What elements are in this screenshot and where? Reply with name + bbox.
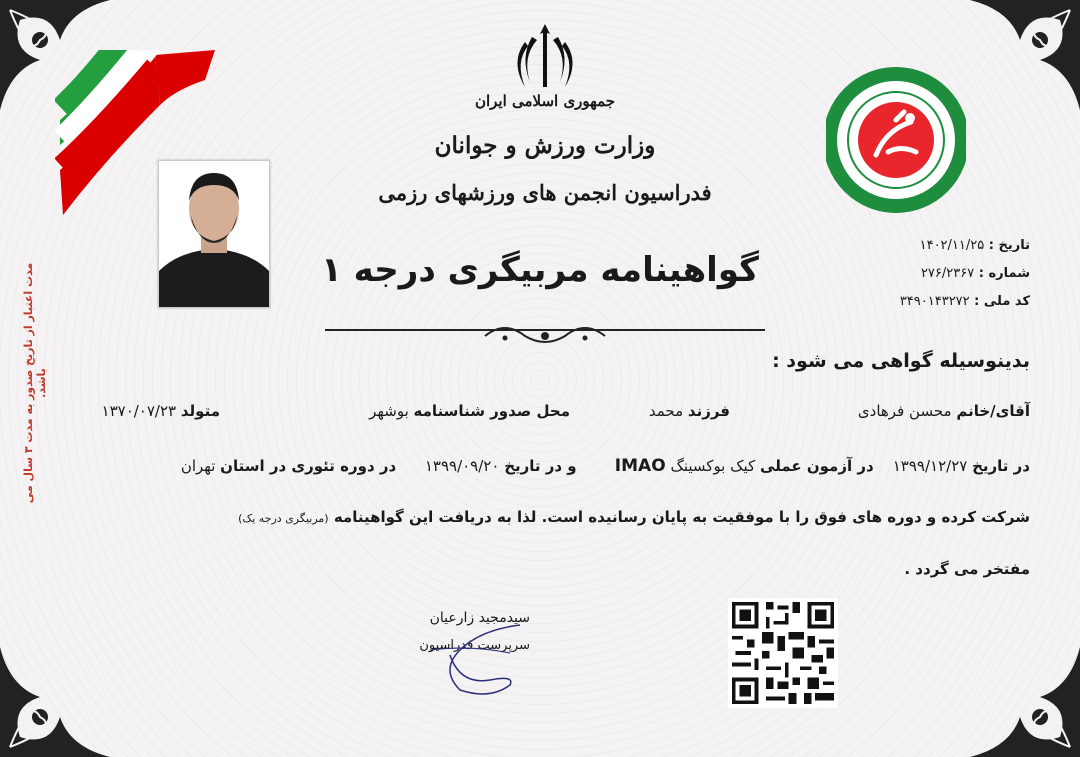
signer-role: سرپرست فدراسیون (419, 638, 530, 653)
birth-label: متولد (180, 402, 220, 420)
practical-label: در آزمون عملی (760, 457, 874, 475)
theory-date-label: و در تاریخ (504, 457, 577, 475)
issue-place: بوشهر (369, 402, 409, 420)
completion-text: شرکت کرده و دوره های فوق را با موفقیت به پایان رسانیده است. لذا به دریافت این گواهینامه (333, 508, 1030, 526)
birth-date: ۱۳۷۰/۰۷/۲۳ (101, 402, 177, 420)
validity-note: مدت اعتبار از تاریخ صدور به مدت ۳ سال می باشد. (22, 262, 48, 504)
completion-line (150, 508, 1030, 526)
signature-scribble (420, 615, 530, 705)
certificate-title: گواهینامه مربیگری درجه ۱ (321, 250, 759, 290)
signer-name: سیدمجید زارعیان (429, 610, 530, 626)
birth-field (70, 402, 220, 420)
holder-photo (158, 160, 270, 308)
meta-number-label: شماره : (978, 266, 1030, 281)
theory-date: ۱۳۹۹/۰۹/۲۰ (424, 457, 500, 475)
honor-line: مفتخر می گردد . (904, 560, 1030, 578)
holder-name: محسن فرهادی (857, 402, 952, 420)
practical-date-label: در تاریخ (972, 457, 1030, 475)
federation-logo-icon (826, 60, 966, 220)
org-name: IMAO (614, 456, 666, 476)
meta-number-value: ۲۷۶/۲۳۶۷ (920, 266, 975, 281)
qr-code-icon (728, 598, 838, 708)
father-field (600, 402, 730, 420)
meta-number (860, 266, 1030, 281)
corner-ornament-top-right (960, 0, 1080, 120)
federation-title: فدراسیون انجمن های ورزشهای رزمی (378, 180, 712, 205)
holder-name-label: آقای/خانم (956, 402, 1030, 420)
meta-national-id-label: کد ملی : (974, 294, 1030, 309)
meta-date-label: تاریخ : (988, 238, 1030, 253)
theory-label: در دوره تئوری در استان (220, 457, 397, 475)
corner-ornament-bottom-left (0, 637, 120, 757)
iran-emblem-icon (510, 22, 580, 92)
meta-date-value: ۱۴۰۲/۱۱/۲۵ (919, 238, 985, 253)
republic-title: جمهوری اسلامی ایران (474, 92, 616, 110)
level-text: (مربیگری درجه یک) (238, 512, 329, 525)
issue-place-field (330, 402, 570, 420)
sport-name: کیک بوکسینگ (670, 457, 756, 475)
person-photo-icon (159, 161, 269, 307)
title-divider (325, 318, 765, 348)
father-label: فرزند (687, 402, 730, 420)
intro-text: بدینوسیله گواهی می شود : (772, 350, 1030, 372)
corner-ornament-bottom-right (960, 637, 1080, 757)
issue-place-label: محل صدور شناسنامه (413, 402, 570, 420)
province: تهران (180, 457, 216, 475)
father-name: محمد (648, 402, 684, 420)
meta-national-id (860, 294, 1030, 309)
meta-date (860, 238, 1030, 253)
ministry-title: وزارت ورزش و جوانان (434, 132, 656, 159)
meta-national-id-value: ۳۴۹۰۱۴۳۲۷۲ (899, 294, 970, 309)
holder-name-field (830, 402, 1030, 420)
exam-line (90, 456, 1030, 476)
practical-date: ۱۳۹۹/۱۲/۲۷ (892, 457, 968, 475)
